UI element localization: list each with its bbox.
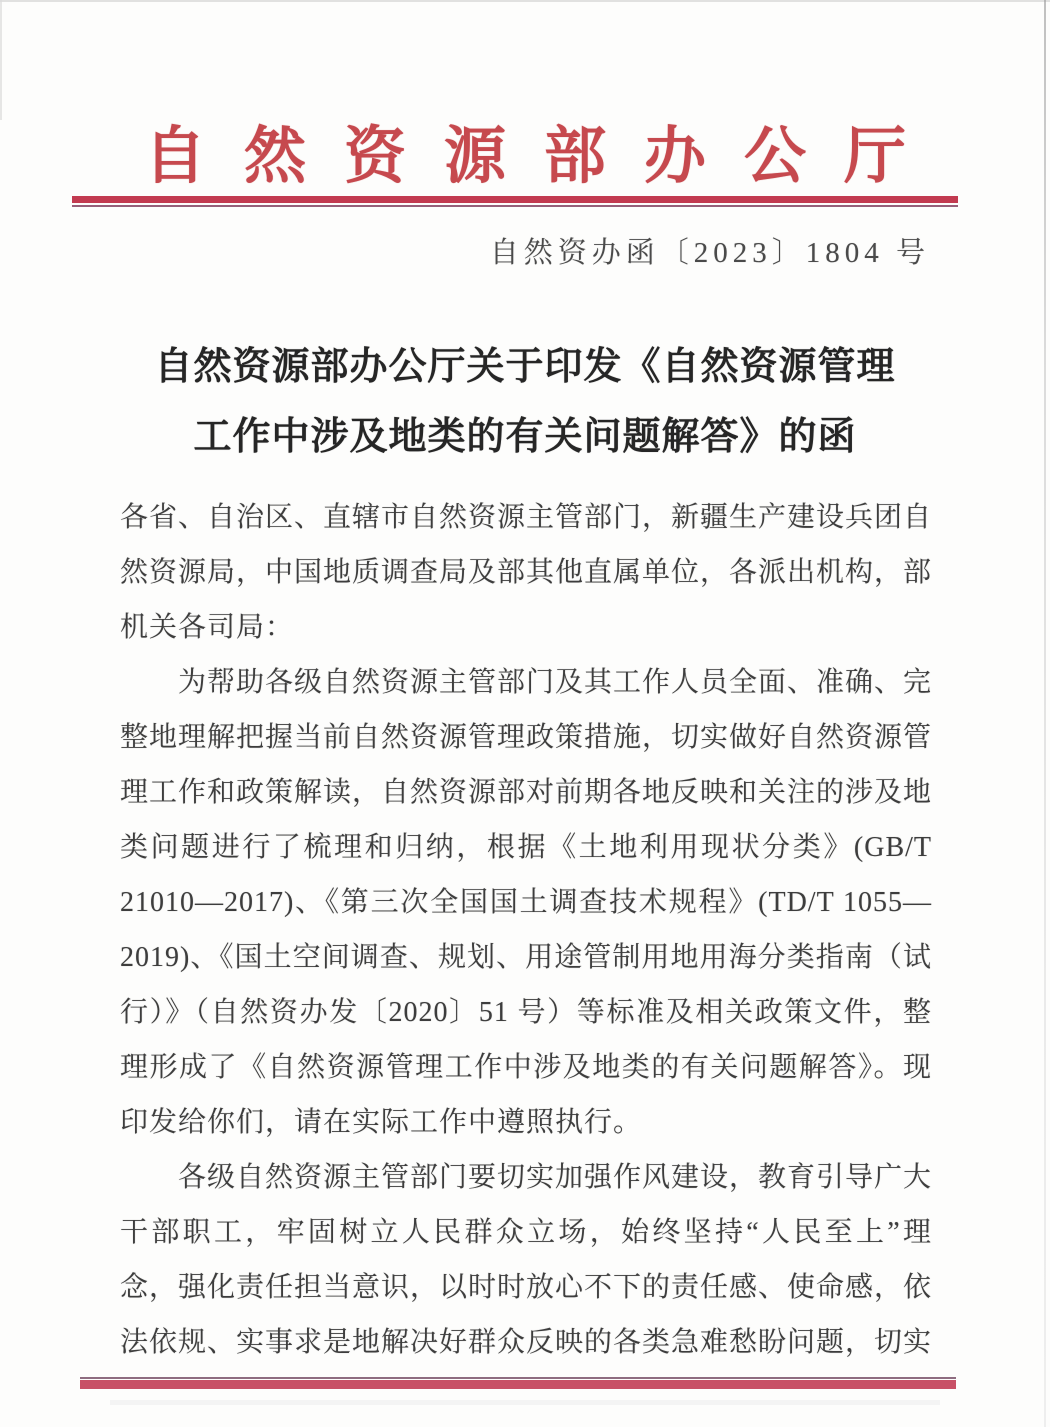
body-line: 行）》（自然资办发〔2020〕51 号）等标准及相关政策文件，整 — [120, 997, 932, 1028]
page-scan-edge-right — [1044, 0, 1046, 1427]
footer-divider-thick-line — [80, 1380, 956, 1389]
letterhead-divider-thick-line — [72, 196, 958, 203]
body-line: 干部职工，牢固树立人民群众立场，始终坚持“人民至上”理 — [120, 1217, 932, 1248]
body-line: 类问题进行了梳理和归纳，根据《土地利用现状分类》(GB/T — [120, 832, 932, 863]
body-line: 各级自然资源主管部门要切实加强作风建设，教育引导广大 — [120, 1162, 933, 1193]
body-line: 法依规、实事求是地解决好群众反映的各类急难愁盼问题，切实 — [120, 1327, 933, 1358]
letterhead-divider-rule — [72, 196, 958, 208]
body-line: 机关各司局： — [120, 612, 295, 643]
body-line: 理工作和政策解读，自然资源部对前期各地反映和关注的涉及地 — [120, 777, 933, 808]
body-line: 2019)、《国土空间调查、规划、用途管制用地用海分类指南（试 — [120, 942, 932, 973]
page-scan-edge-top — [0, 0, 1050, 2]
document-number: 自然资办函〔2023〕1804 号 — [489, 237, 930, 269]
body-line: 各省、自治区、直辖市自然资源主管部门，新疆生产建设兵团自 — [120, 502, 933, 533]
page-scan-edge-left — [0, 0, 2, 120]
letterhead-divider-thin-line — [72, 205, 958, 207]
body-line: 整地理解把握当前自然资源管理政策措施，切实做好自然资源管 — [120, 722, 933, 753]
body-line: 为帮助各级自然资源主管部门及其工作人员全面、准确、完 — [120, 667, 933, 698]
body-line: 理形成了《自然资源管理工作中涉及地类的有关问题解答》。现 — [120, 1052, 932, 1083]
letterhead-org-name-text: 自然资源部办公厅 — [143, 123, 944, 191]
footer-divider-thin-line — [80, 1377, 956, 1379]
document-title-line-2: 工作中涉及地类的有关问题解答》的函 — [193, 416, 857, 458]
scan-artifact — [110, 1400, 940, 1405]
body-line: 念，强化责任担当意识，以时时放心不下的责任感、使命感，依 — [120, 1272, 933, 1303]
document-title-line-1: 自然资源部办公厅关于印发《自然资源管理 — [154, 346, 896, 388]
body-line: 21010—2017)、《第三次全国国土调查技术规程》(TD/T 1055— — [120, 887, 932, 918]
body-line: 然资源局，中国地质调查局及部其他直属单位，各派出机构，部 — [120, 557, 933, 588]
document-title — [0, 332, 1050, 472]
footer-divider-rule — [80, 1377, 956, 1389]
body-text — [120, 490, 932, 1370]
letterhead-org-name — [0, 124, 1050, 190]
body-line: 印发给你们，请在实际工作中遵照执行。 — [120, 1107, 643, 1138]
